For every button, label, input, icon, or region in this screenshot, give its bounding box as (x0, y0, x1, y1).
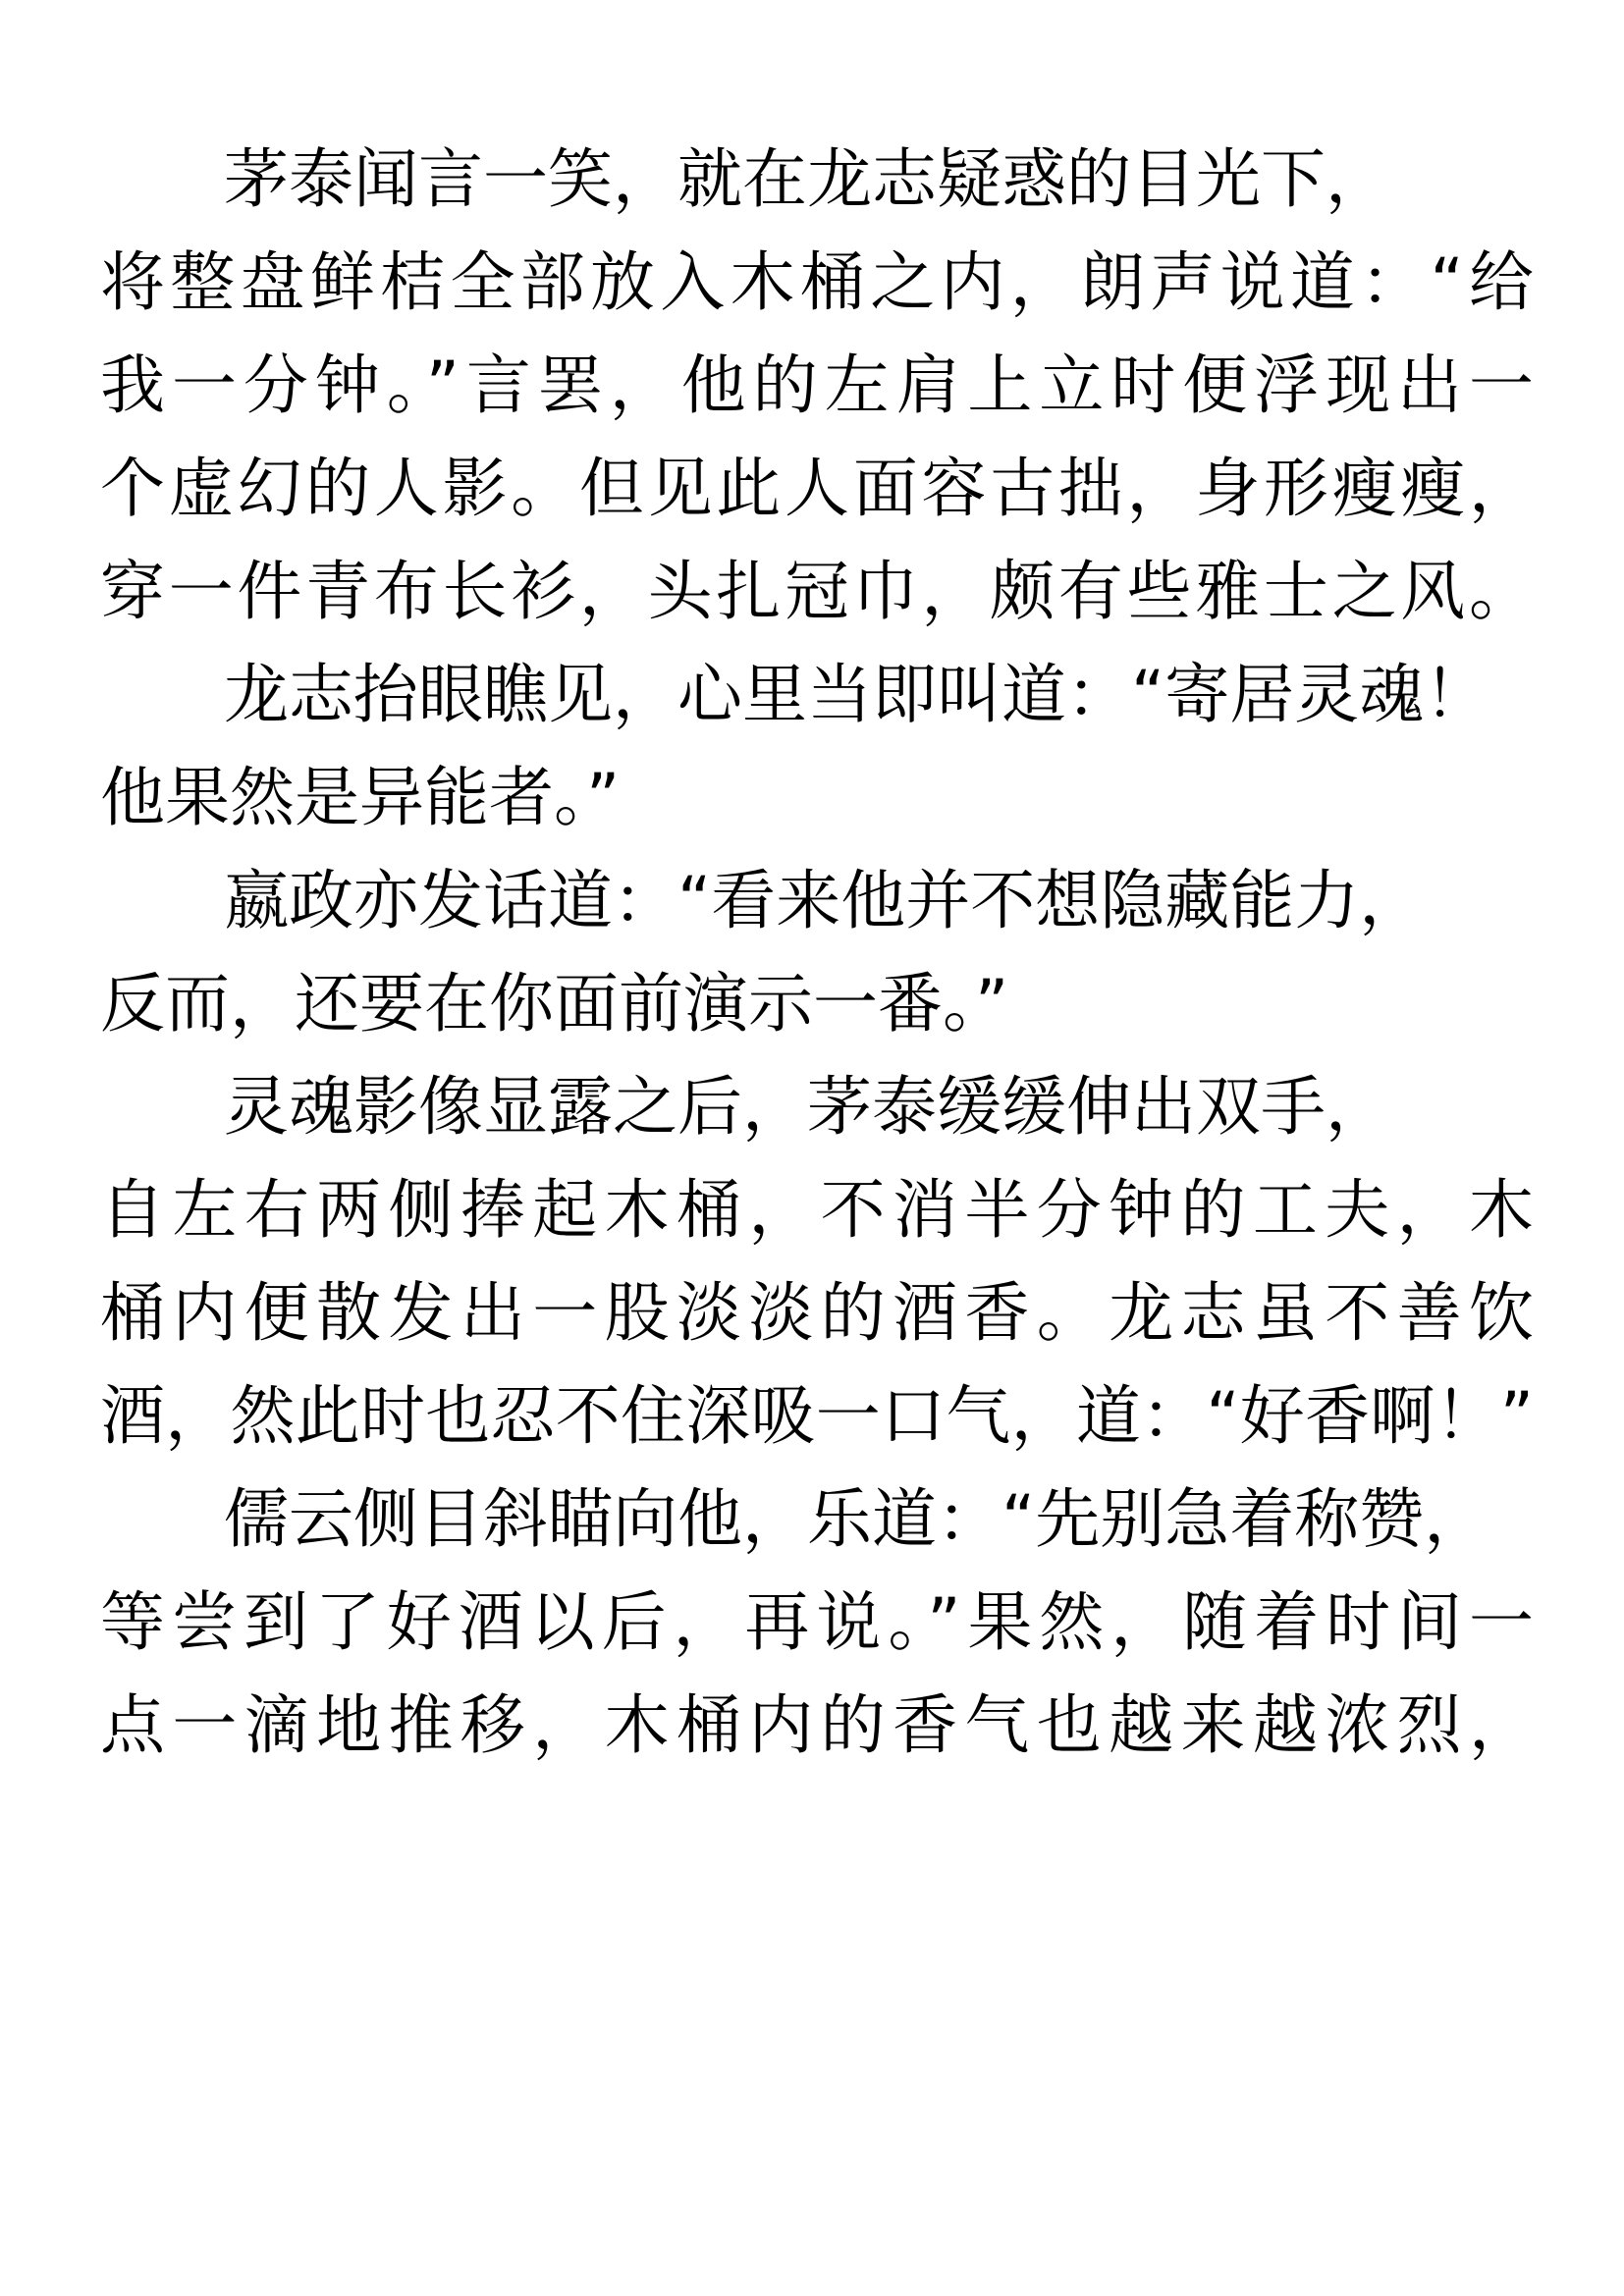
text-line: 反而，还要在你面前演示一番。” (100, 966, 1009, 1041)
text-line: 儒云侧目斜瞄向他，乐道：“先别急着称赞， (224, 1481, 1489, 1557)
text-line: 他果然是异能者。” (100, 760, 621, 835)
text-line: 桶内便散发出一股淡淡的酒香。龙志虽不善饮 (100, 1275, 1534, 1351)
text-line: 等尝到了好酒以后，再说。”果然，随着时间一 (100, 1584, 1534, 1660)
text-line: 我一分钟。”言罢，他的左肩上立时便浮现出一 (100, 347, 1534, 423)
text-line: 将整盘鲜桔全部放入木桶之内，朗声说道：“给 (100, 244, 1534, 320)
text-line: 个虚幻的人影。但见此人面容古拙，身形瘦瘦， (100, 451, 1534, 526)
text-line: 龙志抬眼瞧见，心里当即叫道：“寄居灵魂！ (224, 657, 1489, 732)
text-line: 茅泰闻言一笑，就在龙志疑惑的目光下， (224, 141, 1390, 217)
text-line: 自左右两侧捧起木桶，不消半分钟的工夫，木 (100, 1172, 1534, 1248)
text-line: 嬴政亦发话道：“看来他并不想隐藏能力， (224, 863, 1425, 938)
text-line: 穿一件青布长衫，头扎冠巾，颇有些雅士之风。 (100, 554, 1534, 629)
text-line: 酒，然此时也忍不住深吸一口气，道：“好香啊！” (100, 1378, 1534, 1454)
body-text (100, 128, 1534, 1777)
text-line: 点一滴地推移，木桶内的香气也越来越浓烈， (100, 1687, 1534, 1763)
text-line: 灵魂影像显露之后，茅泰缓缓伸出双手， (224, 1069, 1390, 1145)
